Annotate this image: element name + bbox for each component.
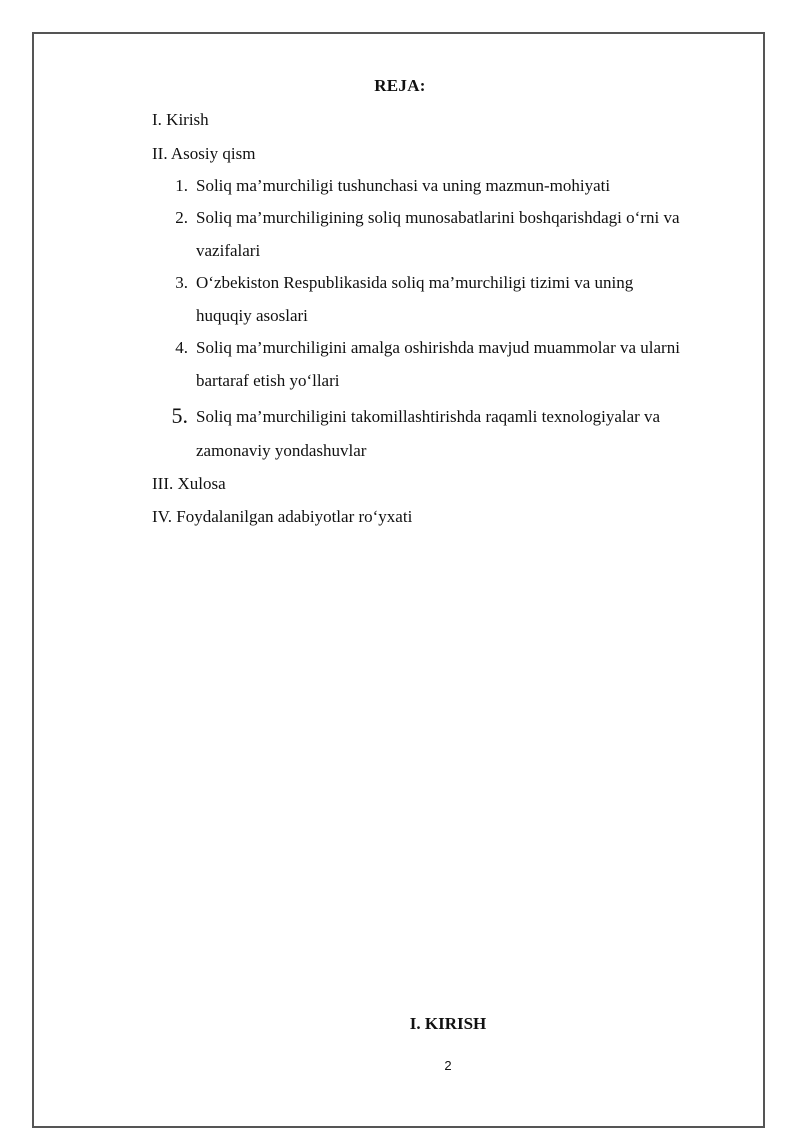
subitem-text: Soliq ma’murchiligini takomillashtirishda raqamli texnologiyalar va xyxy=(196,407,661,426)
subitem-text-continued: huquqiy asoslari xyxy=(196,306,308,325)
outline-item-conclusion: III. Xulosa xyxy=(152,474,226,493)
subitem-text: Soliq ma’murchiligini amalga oshirishda mavjud muammolar va ularni xyxy=(196,338,680,357)
outline-item-references: IV. Foydalanilgan adabiyotlar ro‘yxati xyxy=(152,507,413,526)
subitem-number: 2. xyxy=(175,208,188,227)
subitem-text: O‘zbekiston Respublikasida soliq ma’murchiligi tizimi va uning xyxy=(196,273,634,292)
subitem-number: 1. xyxy=(175,176,188,195)
subitem-text-continued: zamonaviy yondashuvlar xyxy=(196,441,367,460)
subitem-number: 5. xyxy=(171,403,188,428)
next-section-heading: I. KIRISH xyxy=(409,1014,487,1033)
outline-item-introduction: I. Kirish xyxy=(152,110,209,129)
page-number: 2 xyxy=(444,1058,452,1073)
plan-title: REJA: xyxy=(374,76,426,95)
subitem-text: Soliq ma’murchiligining soliq munosabatlarini boshqarishdagi o‘rni va xyxy=(196,208,680,227)
subitem-number: 4. xyxy=(175,338,188,357)
subitem-number: 3. xyxy=(175,273,188,292)
subitem-text-continued: vazifalari xyxy=(196,241,261,260)
subitem-text-continued: bartaraf etish yo‘llari xyxy=(196,371,340,390)
subitem-text: Soliq ma’murchiligi tushunchasi va uning mazmun-mohiyati xyxy=(196,176,611,195)
outline-item-main-part: II. Asosiy qism xyxy=(152,144,256,163)
